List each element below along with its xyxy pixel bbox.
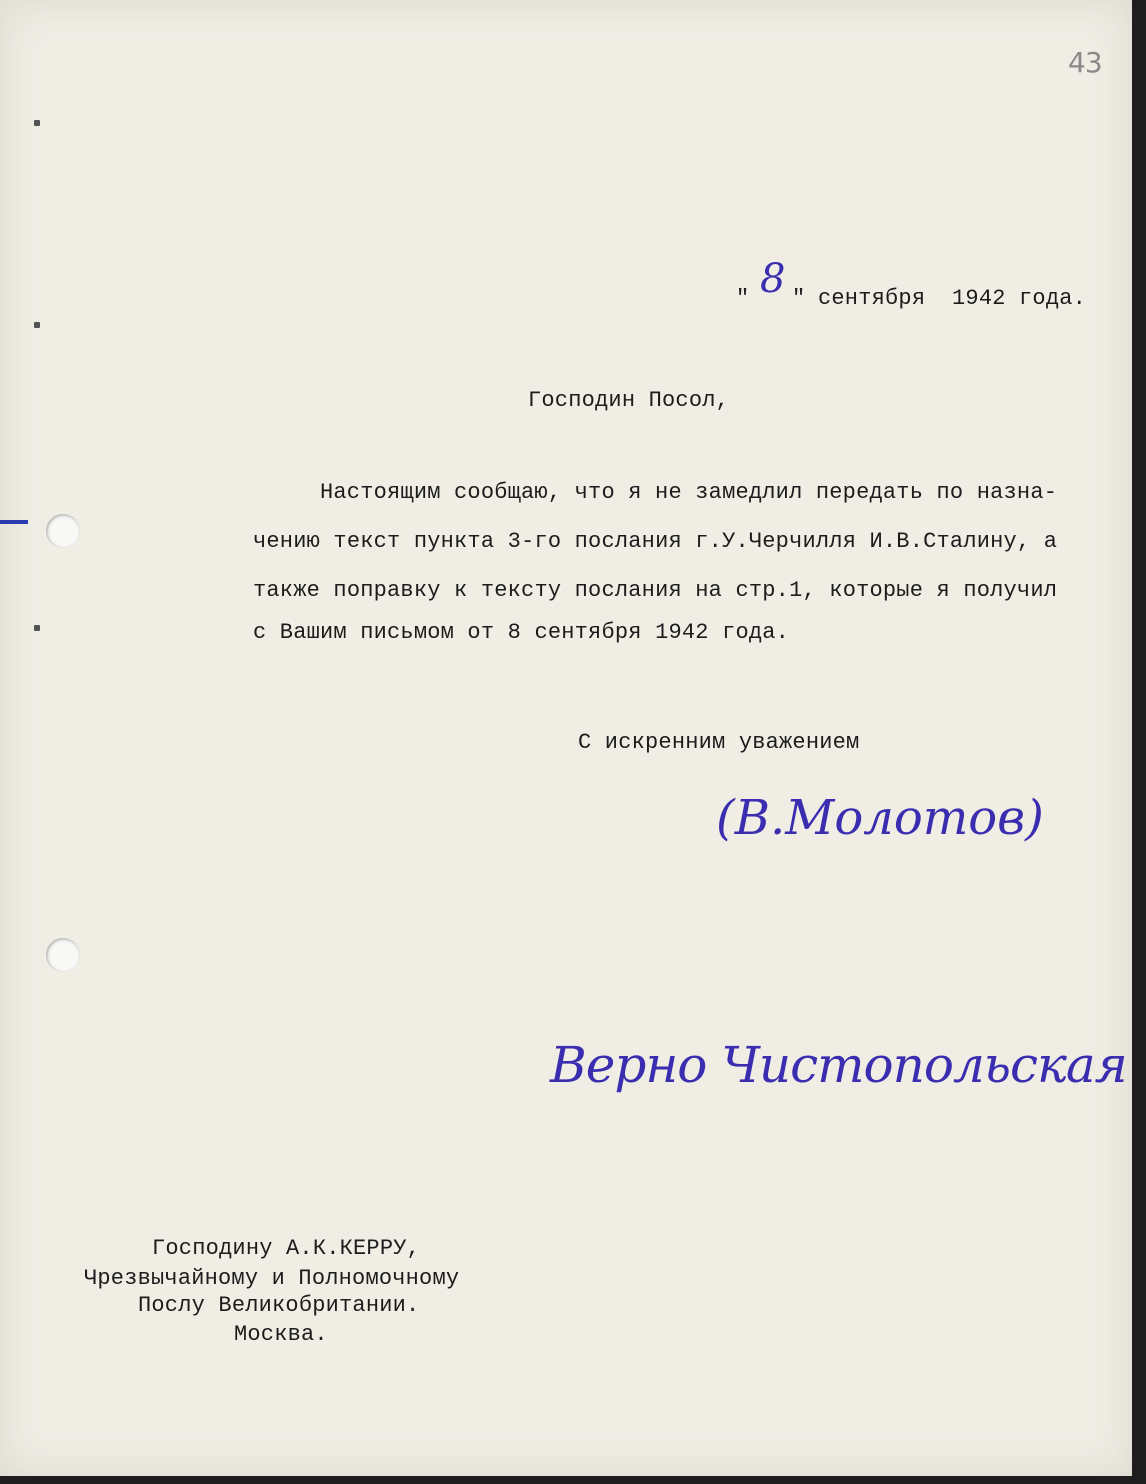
body-line: также поправку к тексту послания на стр.1, которые я получил (253, 578, 1058, 603)
body-line: чению текст пункта 3-го послания г.У.Черчилля И.В.Сталину, а (253, 529, 1058, 554)
margin-mark (34, 120, 40, 126)
punch-hole (46, 938, 80, 972)
date-close-quote: " (792, 286, 806, 311)
date-open-quote: " (736, 286, 750, 311)
margin-ink-mark (0, 520, 28, 524)
margin-mark (34, 625, 40, 631)
date-text: сентября 1942 года. (818, 286, 1087, 311)
date-day-handwritten: 8 (760, 256, 786, 302)
signature: (В.Молотов) (716, 790, 1044, 846)
closing: С искренним уважением (578, 730, 860, 755)
addressee-line: Москва. (234, 1322, 328, 1347)
scan-border (1132, 0, 1146, 1484)
margin-mark (34, 322, 40, 328)
addressee-line: Господину А.К.КЕРРУ, (152, 1236, 421, 1261)
addressee-line: Чрезвычайному и Полномочному (84, 1266, 460, 1291)
body-line: Настоящим сообщаю, что я не замедлил передать по назна- (320, 480, 1058, 505)
addressee-line: Послу Великобритании. (138, 1293, 420, 1318)
punch-hole (46, 514, 80, 548)
certification-signature: Верно Чистопольская (550, 1036, 1127, 1094)
body-line: с Вашим письмом от 8 сентября 1942 года. (253, 620, 790, 645)
scan-border (0, 1476, 1146, 1484)
archive-page-number: 43 (1068, 46, 1102, 79)
salutation: Господин Посол, (528, 388, 730, 413)
